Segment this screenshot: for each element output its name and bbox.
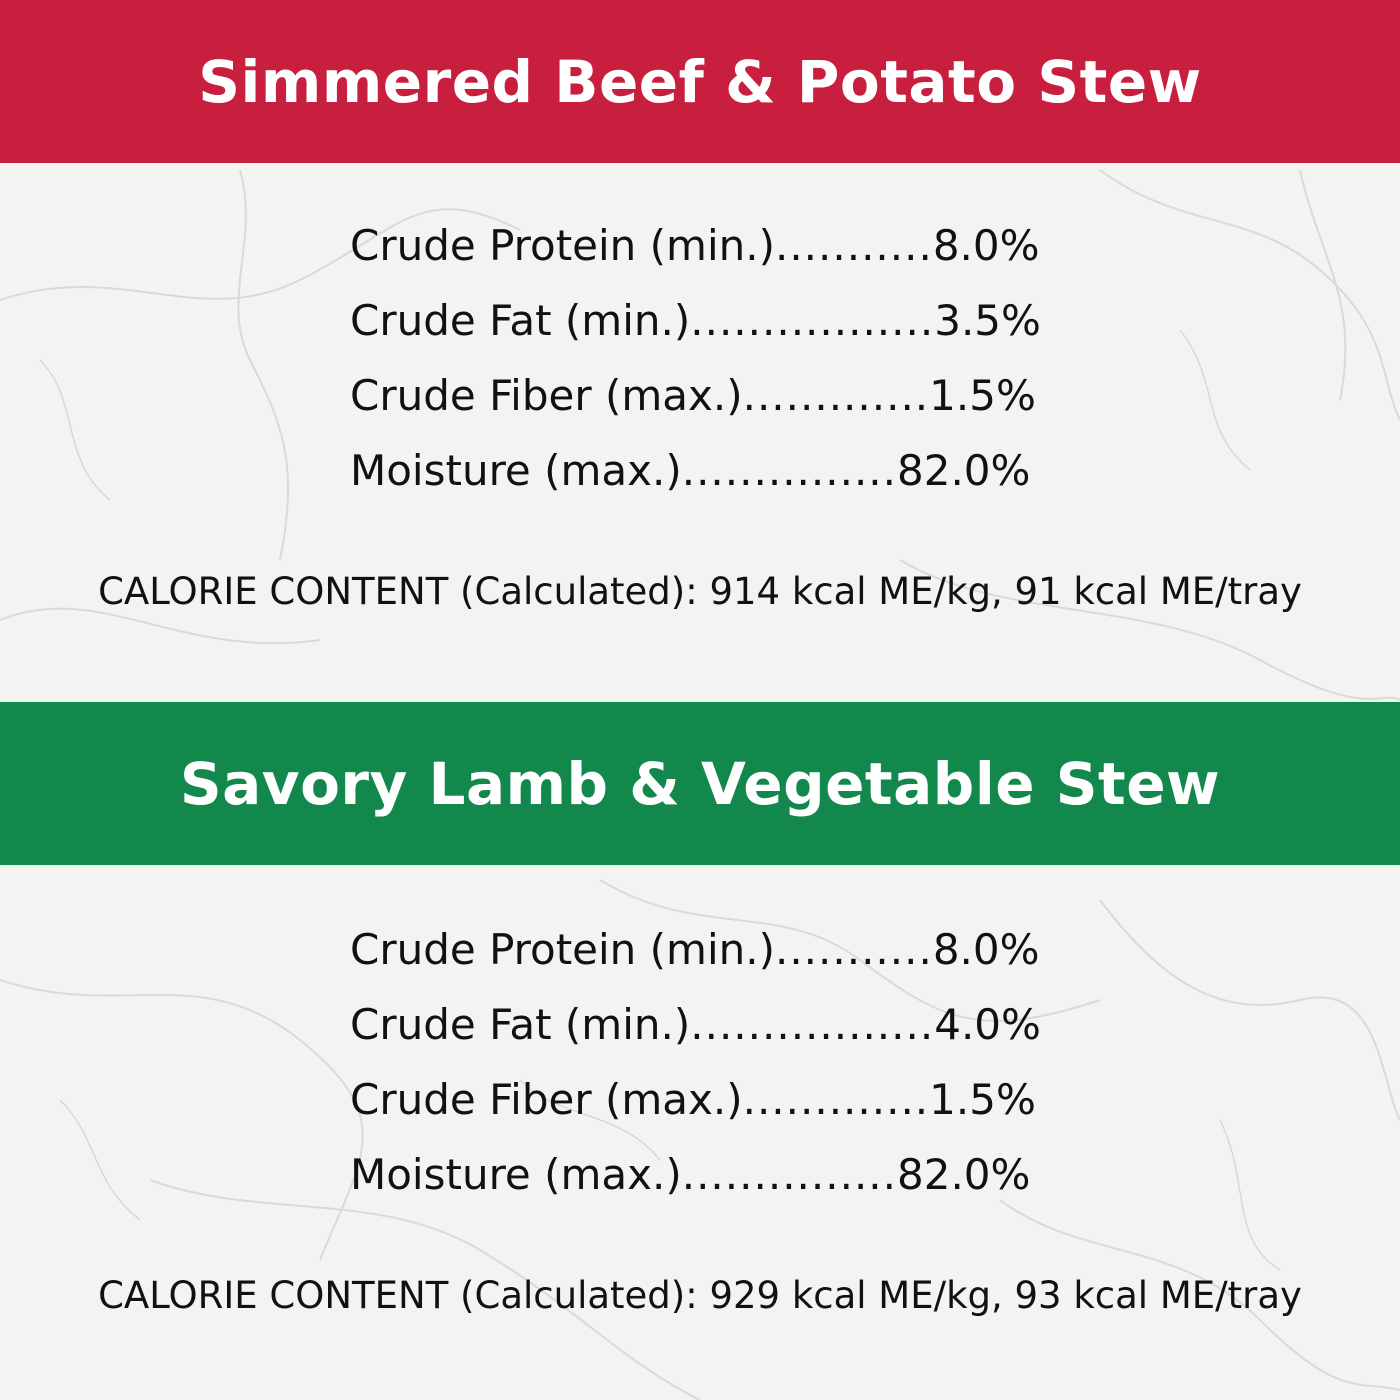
- beef-stew-banner: [0, 0, 1400, 163]
- lamb-stew-section: [0, 702, 1400, 1400]
- fact-value: 8.0%: [932, 925, 1040, 974]
- fact-dots: ...............: [681, 1150, 897, 1199]
- fact-dots: .............: [742, 1075, 930, 1124]
- fact-label: Crude Fat (min.): [350, 1000, 691, 1049]
- fact-label: Crude Fiber (max.): [350, 1075, 743, 1124]
- fact-value: 1.5%: [929, 1075, 1036, 1124]
- fact-dots: ...........: [774, 925, 933, 974]
- lamb-calorie-content: CALORIE CONTENT (Calculated): 929 kcal ME/kg, 93 kcal ME/tray: [98, 1274, 1302, 1317]
- beef-calorie-content: CALORIE CONTENT (Calculated): 914 kcal ME/kg, 91 kcal ME/tray: [98, 570, 1302, 613]
- fact-dots: .............: [742, 371, 930, 420]
- fact-value: 3.5%: [934, 296, 1041, 345]
- fact-row-crude-protein: [350, 912, 1070, 987]
- fact-value: 8.0%: [932, 221, 1040, 270]
- beef-guaranteed-analysis: [350, 208, 1070, 508]
- fact-dots: .................: [690, 1000, 935, 1049]
- lamb-guaranteed-analysis: [350, 912, 1070, 1212]
- fact-row-crude-fat: [350, 987, 1070, 1062]
- fact-row-crude-protein: [350, 208, 1070, 283]
- fact-value: 1.5%: [929, 371, 1036, 420]
- fact-row-moisture: [350, 433, 1070, 508]
- fact-dots: .................: [690, 296, 935, 345]
- fact-value: 82.0%: [897, 446, 1031, 495]
- fact-label: Crude Fiber (max.): [350, 371, 743, 420]
- lamb-stew-title: Savory Lamb & Vegetable Stew: [179, 749, 1221, 818]
- lamb-stew-banner: [0, 702, 1400, 865]
- fact-dots: ...............: [681, 446, 897, 495]
- fact-label: Crude Protein (min.): [350, 925, 775, 974]
- fact-dots: ...........: [774, 221, 933, 270]
- fact-value: 82.0%: [897, 1150, 1031, 1199]
- fact-row-crude-fiber: [350, 1062, 1070, 1137]
- beef-stew-title: Simmered Beef & Potato Stew: [198, 47, 1202, 116]
- fact-label: Moisture (max.): [350, 446, 682, 495]
- fact-value: 4.0%: [934, 1000, 1041, 1049]
- fact-label: Crude Protein (min.): [350, 221, 775, 270]
- fact-label: Crude Fat (min.): [350, 296, 691, 345]
- fact-label: Moisture (max.): [350, 1150, 682, 1199]
- fact-row-crude-fiber: [350, 358, 1070, 433]
- fact-row-crude-fat: [350, 283, 1070, 358]
- fact-row-moisture: [350, 1137, 1070, 1212]
